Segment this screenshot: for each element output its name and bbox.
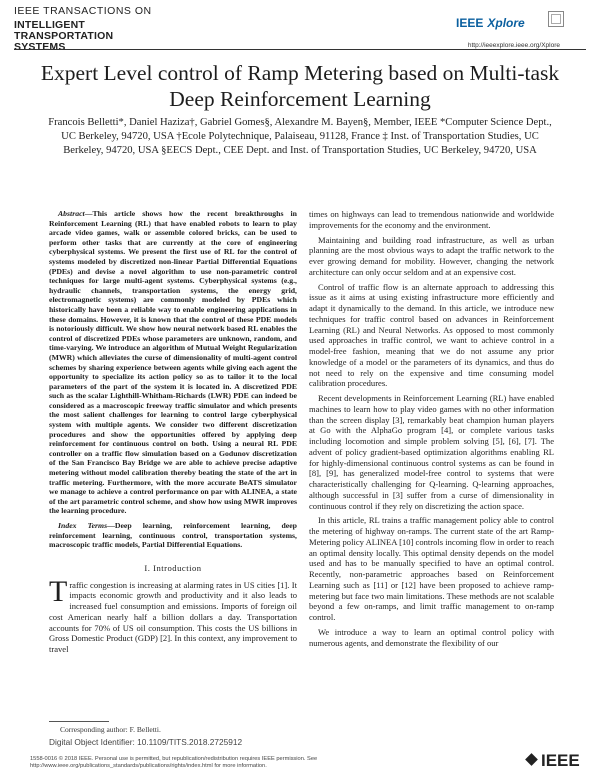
right-column <box>309 209 554 652</box>
xplore-square-icon <box>548 11 564 27</box>
body-paragraph: Maintaining and building road infrastructure, as well as urban planning are the most obvious ways to adapt the traffic network to the ever growing demand for mobility. However, changing the network architecture can only occur seldom and at an expensive cost. <box>309 234 554 277</box>
body-paragraph: times on highways can lead to tremendous nationwide and worldwide improvements for the economy and the environment. <box>309 209 554 230</box>
logo-ieee-text: IEEE <box>456 16 484 30</box>
body-paragraph: Control of traffic flow is an alternate approach to addressing this issue as it aims at using existing infrastructure more efficiently and adapt it dynamically to the demand. In this article, we introduce new techniques for traffic control based on advances in Reinforcement Learning (RL) and Neural Networks. As opposed to most commonly used approaches in traffic control, we want to achieve control in a model-free fashion, meaning that we do not assume any prior knowledge of a model or the parameters of its dynamics, and thus do not need to rely on the expensive and time consuming model calibration procedures. <box>309 281 554 389</box>
ieee-diamond-icon <box>525 753 538 766</box>
footnote: Corresponding author: F. Belletti. <box>60 725 161 734</box>
paper-title: Expert Level control of Ramp Metering based on Multi-task Deep Reinforcement Learning <box>40 61 560 111</box>
author-list: Francois Belletti*, Daniel Haziza†, Gabriel Gomes§, Alexandre M. Bayen§, Member, IEEE *Computer Science Dept., UC Berkeley, 94720, USA †Ecole Polytechnique, Palaiseau, 91128, France ‡ Inst. of Transportation Studies, UC Berkeley, 94720, USA §EECS Dept., CEE Dept. and Inst. of Transportation Studies, UC Berkeley, 94720, USA <box>48 117 552 156</box>
index-terms-text: —Deep learning, reinforcement learning, deep reinforcement learning, continuous control, transportation systems, macroscopic traffic models, Partial Differential Equations. <box>49 521 297 550</box>
intro-paragraph-1 <box>49 574 297 655</box>
footnote-rule <box>49 721 109 722</box>
abstract-text: —This article shows how the recent breakthroughs in Reinforcement Learning (RL) that have enabled robots to learn to play arcade video games, walk or assemble colored bricks, can be used to perform other tasks that are currently at the core of engineering cyberphysical systems. We present the first use of RL for the control of systems modeled by discretized non-linear Partial Differential Equations (PDEs) and devise a novel algorithm to use non-parametric control techniques for large multi-agent systems. Cyberphysical systems (e.g., hydraulic channels, transportation systems, the energy grid, electromagnetic systems) are commonly modeled by PDEs which historically have been a reliable way to enable engineering applications in these domains. However, it is known that the control of these PDE models is notoriously difficult. We show how neural network based RL enables the control of discretized PDEs whose parameters are unknown, random, and time-varying. We introduce an algorithm of Mutual Weight Regularization (MWR) which alleviates the curse of dimensionality of multi-agent control schemes by sharing experience between agents while giving each agent the opportunity to specialize its action policy so as to tailor it to the local parameters of the part of the system it is located in. A discretized PDE such as the scalar Lighthill-Whitham-Richards (LWR) PDE can indeed be considered as a macroscopic freeway traffic simulator and which presents the most salient challenges for learning to control large cyberphysical system with multiple agents. We consider two different discretization procedures and show the opportunities offered by applying deep reinforcement for continuous control on both. Using a neural RL PDE controller on a traffic flow simulation based on a Godunov discretization of the San Francisco Bay Bridge we are able to achieve precise adaptive metering without model calibration thereby beating the state of the art in traffic metering. Furthermore, with the more accurate BeATS simulator we manage to achieve a control performance on par with ALINEA, a state of the art parametric control scheme, and show how using MWR improves the learning procedure. <box>49 209 297 516</box>
doi-line[interactable]: Digital Object Identifier: 10.1109/TITS.2018.2725912 <box>49 737 243 747</box>
header-rule <box>14 49 586 50</box>
index-terms-label: Index Terms <box>58 521 108 530</box>
drop-cap: T <box>49 574 68 608</box>
index-terms <box>49 521 297 550</box>
journal-name-line2: INTELLIGENT TRANSPORTATION SYSTEMS <box>14 19 114 53</box>
ieee-logo <box>527 751 580 771</box>
copyright-notice: 1558-0016 © 2018 IEEE. Personal use is permitted, but republication/redistribution requires IEEE permission. See http://www.ieee.org/publications_standards/publications/rights/index.html for more information. <box>30 756 318 769</box>
body-paragraph: Recent developments in Reinforcement Learning (RL) have enabled machines to learn how to play video games with no other information than the screen display [3], remarkably beat champion human players at Go with the AlphaGo program [4], or complete various tasks including locomotion and simple problem solving [5], [6], [7]. The advent of policy gradient-based optimization algorithms enabling RL for highly-dimensional continuous control systems as can be found in [8], [9], has generalized model-free control to systems that were characteristically challenging for Q-learning. Q-learning approaches, although successful in [3] suffer from a curse of dimensionality in continuous control if they rely on discretizing the action space. <box>309 393 554 511</box>
abstract <box>49 209 297 516</box>
intro-paragraph-1-text: raffic congestion is increasing at alarming rates in US cities [1]. It impacts economic growth and productivity and it also leads to increased fuel consumption and emissions. Imports of foreign oil cost American nearly half a billion dollars a day. Transportation accounts for 70% of US oil consumption. This costs the US billions in Gross Domestic Product (GDP) [2]. In this context, any improvement to travel <box>49 579 297 655</box>
left-column <box>49 209 297 659</box>
abstract-label: Abstract <box>58 209 85 218</box>
header-url[interactable]: http://ieeexplore.ieee.org/Xplore <box>465 42 560 49</box>
section-heading-introduction: I. Introduction <box>144 562 202 573</box>
ieee-logo-text: IEEE <box>541 751 580 770</box>
journal-name-line1: IEEE TRANSACTIONS ON <box>14 5 152 17</box>
ieee-xplore-logo[interactable] <box>456 14 546 34</box>
body-paragraph: In this article, RL trains a traffic management policy able to control the metering of highway on-ramps. The current state of the art Ramp-Metering policy ALINEA [10] controls incoming flow in order to reach an optimal density locally. This optimal density depends on the model used and has to be manually specified to have an optimal control. Recently, non-parametric approaches based on Reinforcement Learning such as [11] or [12] have been proposed to achieve ramp-metering but face two main limitations. These methods are not scalable beyond a few on-ramps, and limit traffic management to on-ramp control. <box>309 515 554 622</box>
body-paragraph: We introduce a way to learn an optimal control policy with numerous agents, and demonstrate the flexibility of our <box>309 626 554 648</box>
logo-xplore-text: Xplore <box>487 16 525 30</box>
